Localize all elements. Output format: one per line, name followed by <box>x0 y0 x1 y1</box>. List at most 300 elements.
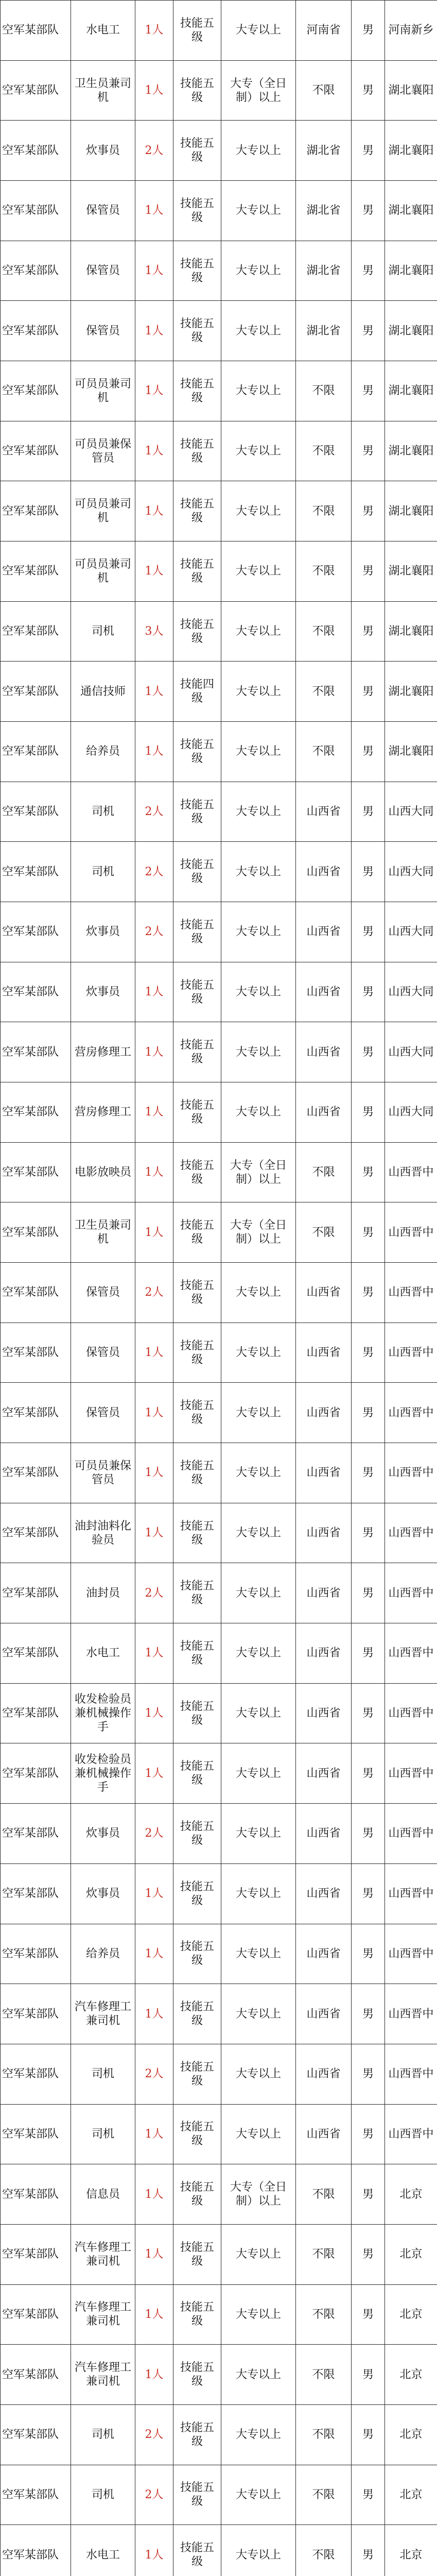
location-cell: 湖北襄阳 <box>385 241 437 301</box>
location-cell: 湖北襄阳 <box>385 181 437 241</box>
skill-level-cell: 技能五级 <box>173 241 221 301</box>
location-cell: 山西晋中 <box>385 1924 437 1984</box>
location-cell: 湖北襄阳 <box>385 121 437 181</box>
headcount-cell: 1人 <box>135 1202 173 1263</box>
skill-level-cell: 技能五级 <box>173 1082 221 1143</box>
position-cell: 炊事员 <box>71 1863 135 1924</box>
origin-cell: 山西省 <box>296 1323 352 1383</box>
table-row <box>1 2224 437 2284</box>
skill-level-cell: 技能五级 <box>173 1202 221 1263</box>
education-cell: 大专以上 <box>221 301 296 361</box>
position-cell: 司机 <box>71 782 135 842</box>
headcount-cell: 2人 <box>135 782 173 842</box>
position-cell: 可员员兼司机 <box>71 541 135 602</box>
headcount-cell: 3人 <box>135 601 173 662</box>
gender-cell: 男 <box>352 842 385 902</box>
table-row <box>1 902 437 962</box>
location-cell: 北京 <box>385 2164 437 2225</box>
gender-cell: 男 <box>352 1503 385 1563</box>
skill-level-cell: 技能五级 <box>173 2345 221 2405</box>
location-cell: 山西晋中 <box>385 1743 437 1804</box>
gender-cell: 男 <box>352 2345 385 2405</box>
unit-cell: 空军某部队 <box>1 2164 71 2225</box>
skill-level-cell: 技能五级 <box>173 481 221 541</box>
unit-cell: 空军某部队 <box>1 1924 71 1984</box>
gender-cell: 男 <box>352 121 385 181</box>
education-cell: 大专以上 <box>221 241 296 301</box>
origin-cell: 不限 <box>296 722 352 782</box>
table-row <box>1 361 437 421</box>
headcount-cell: 1人 <box>135 1082 173 1143</box>
education-cell: 大专以上 <box>221 2345 296 2405</box>
headcount-cell: 1人 <box>135 2525 173 2576</box>
unit-cell: 空军某部队 <box>1 1623 71 1684</box>
unit-cell: 空军某部队 <box>1 2284 71 2345</box>
origin-cell: 不限 <box>296 541 352 602</box>
table-row <box>1 1924 437 1984</box>
headcount-cell: 1人 <box>135 1623 173 1684</box>
education-cell: 大专（全日制）以上 <box>221 60 296 121</box>
origin-cell: 不限 <box>296 2525 352 2576</box>
location-cell: 湖北襄阳 <box>385 722 437 782</box>
skill-level-cell: 技能五级 <box>173 1323 221 1383</box>
headcount-cell: 1人 <box>135 662 173 722</box>
skill-level-cell: 技能五级 <box>173 421 221 481</box>
location-cell: 湖北襄阳 <box>385 301 437 361</box>
gender-cell: 男 <box>352 1863 385 1924</box>
skill-level-cell: 技能五级 <box>173 1623 221 1684</box>
gender-cell: 男 <box>352 1563 385 1623</box>
location-cell: 北京 <box>385 2224 437 2284</box>
skill-level-cell: 技能五级 <box>173 2164 221 2225</box>
location-cell: 北京 <box>385 2525 437 2576</box>
position-cell: 司机 <box>71 2465 135 2525</box>
skill-level-cell: 技能五级 <box>173 121 221 181</box>
gender-cell: 男 <box>352 1804 385 1864</box>
location-cell: 北京 <box>385 2345 437 2405</box>
unit-cell: 空军某部队 <box>1 241 71 301</box>
unit-cell: 空军某部队 <box>1 1142 71 1202</box>
education-cell: 大专以上 <box>221 2465 296 2525</box>
gender-cell: 男 <box>352 2404 385 2465</box>
headcount-cell: 1人 <box>135 361 173 421</box>
table-row <box>1 2525 437 2576</box>
headcount-cell: 1人 <box>135 1323 173 1383</box>
headcount-cell: 2人 <box>135 1563 173 1623</box>
skill-level-cell: 技能五级 <box>173 1 221 61</box>
headcount-cell: 1人 <box>135 1743 173 1804</box>
skill-level-cell: 技能五级 <box>173 1443 221 1503</box>
location-cell: 湖北襄阳 <box>385 60 437 121</box>
table-row <box>1 1142 437 1202</box>
location-cell: 山西晋中 <box>385 1202 437 1263</box>
position-cell: 可员员兼司机 <box>71 481 135 541</box>
gender-cell: 男 <box>352 1743 385 1804</box>
position-cell: 营房修理工 <box>71 1082 135 1143</box>
gender-cell: 男 <box>352 481 385 541</box>
location-cell: 山西晋中 <box>385 1383 437 1443</box>
table-row <box>1 1984 437 2044</box>
skill-level-cell: 技能五级 <box>173 782 221 842</box>
table-row <box>1 1503 437 1563</box>
headcount-cell: 1人 <box>135 722 173 782</box>
origin-cell: 不限 <box>296 2284 352 2345</box>
location-cell: 山西晋中 <box>385 1142 437 1202</box>
position-cell: 保管员 <box>71 1383 135 1443</box>
origin-cell: 不限 <box>296 2345 352 2405</box>
headcount-cell: 1人 <box>135 2224 173 2284</box>
education-cell: 大专以上 <box>221 662 296 722</box>
headcount-cell: 1人 <box>135 1142 173 1202</box>
position-cell: 炊事员 <box>71 121 135 181</box>
table-body <box>1 1 437 2576</box>
location-cell: 山西晋中 <box>385 1683 437 1743</box>
position-cell: 汽车修理工兼司机 <box>71 2345 135 2405</box>
location-cell: 山西晋中 <box>385 1984 437 2044</box>
education-cell: 大专（全日制）以上 <box>221 1142 296 1202</box>
origin-cell: 不限 <box>296 2224 352 2284</box>
position-cell: 电影放映员 <box>71 1142 135 1202</box>
table-row <box>1 1383 437 1443</box>
skill-level-cell: 技能五级 <box>173 2224 221 2284</box>
education-cell: 大专以上 <box>221 1984 296 2044</box>
table-row <box>1 1202 437 1263</box>
table-row <box>1 2465 437 2525</box>
unit-cell: 空军某部队 <box>1 662 71 722</box>
education-cell: 大专以上 <box>221 1683 296 1743</box>
education-cell: 大专以上 <box>221 902 296 962</box>
skill-level-cell: 技能五级 <box>173 1863 221 1924</box>
position-cell: 司机 <box>71 2104 135 2164</box>
table-row <box>1 1863 437 1924</box>
unit-cell: 空军某部队 <box>1 2345 71 2405</box>
origin-cell: 湖北省 <box>296 181 352 241</box>
headcount-cell: 1人 <box>135 1683 173 1743</box>
headcount-cell: 1人 <box>135 541 173 602</box>
origin-cell: 山西省 <box>296 962 352 1022</box>
unit-cell: 空军某部队 <box>1 121 71 181</box>
education-cell: 大专以上 <box>221 1263 296 1323</box>
education-cell: 大专以上 <box>221 601 296 662</box>
location-cell: 山西晋中 <box>385 2044 437 2104</box>
position-cell: 炊事员 <box>71 1804 135 1864</box>
table-row <box>1 1323 437 1383</box>
origin-cell: 山西省 <box>296 782 352 842</box>
skill-level-cell: 技能五级 <box>173 2284 221 2345</box>
position-cell: 司机 <box>71 2404 135 2465</box>
origin-cell: 山西省 <box>296 1924 352 1984</box>
education-cell: 大专以上 <box>221 2104 296 2164</box>
education-cell: 大专以上 <box>221 1563 296 1623</box>
origin-cell: 不限 <box>296 662 352 722</box>
location-cell: 山西晋中 <box>385 1804 437 1864</box>
table-row <box>1 1804 437 1864</box>
skill-level-cell: 技能五级 <box>173 1984 221 2044</box>
origin-cell: 山西省 <box>296 1263 352 1323</box>
unit-cell: 空军某部队 <box>1 1082 71 1143</box>
headcount-cell: 1人 <box>135 2164 173 2225</box>
headcount-cell: 1人 <box>135 181 173 241</box>
table-row <box>1 60 437 121</box>
origin-cell: 不限 <box>296 2164 352 2225</box>
education-cell: 大专（全日制）以上 <box>221 1202 296 1263</box>
education-cell: 大专以上 <box>221 782 296 842</box>
gender-cell: 男 <box>352 1142 385 1202</box>
origin-cell: 山西省 <box>296 1383 352 1443</box>
skill-level-cell: 技能五级 <box>173 1683 221 1743</box>
headcount-cell: 1人 <box>135 1022 173 1082</box>
table-row <box>1 722 437 782</box>
education-cell: 大专以上 <box>221 181 296 241</box>
headcount-cell: 2人 <box>135 2044 173 2104</box>
gender-cell: 男 <box>352 1984 385 2044</box>
origin-cell: 山西省 <box>296 1443 352 1503</box>
headcount-cell: 2人 <box>135 902 173 962</box>
location-cell: 山西大同 <box>385 1022 437 1082</box>
unit-cell: 空军某部队 <box>1 1022 71 1082</box>
headcount-cell: 1人 <box>135 301 173 361</box>
unit-cell: 空军某部队 <box>1 301 71 361</box>
headcount-cell: 1人 <box>135 60 173 121</box>
position-cell: 保管员 <box>71 1263 135 1323</box>
location-cell: 山西晋中 <box>385 1623 437 1684</box>
table-row <box>1 1443 437 1503</box>
position-cell: 卫生员兼司机 <box>71 60 135 121</box>
gender-cell: 男 <box>352 2044 385 2104</box>
gender-cell: 男 <box>352 301 385 361</box>
table-row <box>1 842 437 902</box>
location-cell: 河南新乡 <box>385 1 437 61</box>
gender-cell: 男 <box>352 2465 385 2525</box>
unit-cell: 空军某部队 <box>1 541 71 602</box>
origin-cell: 山西省 <box>296 1683 352 1743</box>
education-cell: 大专以上 <box>221 962 296 1022</box>
gender-cell: 男 <box>352 902 385 962</box>
position-cell: 炊事员 <box>71 962 135 1022</box>
headcount-cell: 1人 <box>135 1503 173 1563</box>
skill-level-cell: 技能五级 <box>173 902 221 962</box>
gender-cell: 男 <box>352 421 385 481</box>
origin-cell: 山西省 <box>296 1082 352 1143</box>
origin-cell: 山西省 <box>296 1623 352 1684</box>
education-cell: 大专以上 <box>221 541 296 602</box>
origin-cell: 山西省 <box>296 2044 352 2104</box>
skill-level-cell: 技能五级 <box>173 181 221 241</box>
origin-cell: 不限 <box>296 601 352 662</box>
location-cell: 湖北襄阳 <box>385 481 437 541</box>
skill-level-cell: 技能五级 <box>173 2044 221 2104</box>
unit-cell: 空军某部队 <box>1 902 71 962</box>
unit-cell: 空军某部队 <box>1 1443 71 1503</box>
unit-cell: 空军某部队 <box>1 1863 71 1924</box>
table-row <box>1 541 437 602</box>
skill-level-cell: 技能五级 <box>173 1503 221 1563</box>
gender-cell: 男 <box>352 361 385 421</box>
skill-level-cell: 技能五级 <box>173 2525 221 2576</box>
skill-level-cell: 技能五级 <box>173 1383 221 1443</box>
position-cell: 卫生员兼司机 <box>71 1202 135 1263</box>
headcount-cell: 1人 <box>135 2284 173 2345</box>
gender-cell: 男 <box>352 60 385 121</box>
unit-cell: 空军某部队 <box>1 601 71 662</box>
unit-cell: 空军某部队 <box>1 1683 71 1743</box>
skill-level-cell: 技能五级 <box>173 601 221 662</box>
origin-cell: 山西省 <box>296 1743 352 1804</box>
position-cell: 通信技师 <box>71 662 135 722</box>
table-row <box>1 241 437 301</box>
unit-cell: 空军某部队 <box>1 1383 71 1443</box>
unit-cell: 空军某部队 <box>1 2404 71 2465</box>
unit-cell: 空军某部队 <box>1 842 71 902</box>
position-cell: 保管员 <box>71 181 135 241</box>
headcount-cell: 1人 <box>135 241 173 301</box>
unit-cell: 空军某部队 <box>1 1563 71 1623</box>
education-cell: 大专以上 <box>221 481 296 541</box>
position-cell: 汽车修理工兼司机 <box>71 2224 135 2284</box>
origin-cell: 山西省 <box>296 1863 352 1924</box>
gender-cell: 男 <box>352 601 385 662</box>
gender-cell: 男 <box>352 1443 385 1503</box>
education-cell: 大专以上 <box>221 121 296 181</box>
gender-cell: 男 <box>352 1323 385 1383</box>
unit-cell: 空军某部队 <box>1 60 71 121</box>
table-row <box>1 181 437 241</box>
origin-cell: 湖北省 <box>296 301 352 361</box>
table-row <box>1 1743 437 1804</box>
education-cell: 大专以上 <box>221 1503 296 1563</box>
location-cell: 山西晋中 <box>385 1563 437 1623</box>
origin-cell: 湖北省 <box>296 121 352 181</box>
origin-cell: 山西省 <box>296 1984 352 2044</box>
location-cell: 山西晋中 <box>385 1443 437 1503</box>
origin-cell: 不限 <box>296 421 352 481</box>
table-row <box>1 1 437 61</box>
headcount-cell: 1人 <box>135 2104 173 2164</box>
table-row <box>1 2345 437 2405</box>
headcount-cell: 2人 <box>135 842 173 902</box>
unit-cell: 空军某部队 <box>1 722 71 782</box>
gender-cell: 男 <box>352 962 385 1022</box>
education-cell: 大专以上 <box>221 1804 296 1864</box>
unit-cell: 空军某部队 <box>1 1804 71 1864</box>
headcount-cell: 1人 <box>135 1863 173 1924</box>
skill-level-cell: 技能五级 <box>173 301 221 361</box>
location-cell: 湖北襄阳 <box>385 541 437 602</box>
location-cell: 湖北襄阳 <box>385 662 437 722</box>
education-cell: 大专以上 <box>221 1323 296 1383</box>
table-row <box>1 1563 437 1623</box>
education-cell: 大专以上 <box>221 1383 296 1443</box>
origin-cell: 不限 <box>296 60 352 121</box>
education-cell: 大专以上 <box>221 2224 296 2284</box>
unit-cell: 空军某部队 <box>1 1 71 61</box>
position-cell: 汽车修理工兼司机 <box>71 2284 135 2345</box>
table-row <box>1 1022 437 1082</box>
education-cell: 大专以上 <box>221 1623 296 1684</box>
origin-cell: 山西省 <box>296 842 352 902</box>
position-cell: 收发检验员兼机械操作手 <box>71 1683 135 1743</box>
skill-level-cell: 技能五级 <box>173 962 221 1022</box>
table-row <box>1 481 437 541</box>
education-cell: 大专以上 <box>221 842 296 902</box>
table-row <box>1 1623 437 1684</box>
origin-cell: 不限 <box>296 2465 352 2525</box>
education-cell: 大专以上 <box>221 1443 296 1503</box>
table-row <box>1 2104 437 2164</box>
table-row <box>1 2164 437 2225</box>
gender-cell: 男 <box>352 1924 385 1984</box>
origin-cell: 不限 <box>296 1142 352 1202</box>
table-row <box>1 121 437 181</box>
table-row <box>1 2404 437 2465</box>
position-cell: 保管员 <box>71 1323 135 1383</box>
position-cell: 水电工 <box>71 1 135 61</box>
unit-cell: 空军某部队 <box>1 2104 71 2164</box>
headcount-cell: 1人 <box>135 2345 173 2405</box>
location-cell: 湖北襄阳 <box>385 421 437 481</box>
education-cell: 大专以上 <box>221 1 296 61</box>
position-cell: 司机 <box>71 601 135 662</box>
position-cell: 营房修理工 <box>71 1022 135 1082</box>
gender-cell: 男 <box>352 1683 385 1743</box>
gender-cell: 男 <box>352 782 385 842</box>
position-cell: 可员员兼司机 <box>71 361 135 421</box>
location-cell: 湖北襄阳 <box>385 601 437 662</box>
position-cell: 信息员 <box>71 2164 135 2225</box>
skill-level-cell: 技能五级 <box>173 1263 221 1323</box>
skill-level-cell: 技能五级 <box>173 1743 221 1804</box>
skill-level-cell: 技能四级 <box>173 662 221 722</box>
unit-cell: 空军某部队 <box>1 2044 71 2104</box>
location-cell: 山西大同 <box>385 842 437 902</box>
origin-cell: 不限 <box>296 481 352 541</box>
unit-cell: 空军某部队 <box>1 181 71 241</box>
gender-cell: 男 <box>352 2525 385 2576</box>
unit-cell: 空军某部队 <box>1 1984 71 2044</box>
table-row <box>1 2284 437 2345</box>
position-cell: 可员员兼保管员 <box>71 421 135 481</box>
unit-cell: 空军某部队 <box>1 962 71 1022</box>
origin-cell: 山西省 <box>296 902 352 962</box>
position-cell: 给养员 <box>71 722 135 782</box>
location-cell: 山西晋中 <box>385 1323 437 1383</box>
position-cell: 可员员兼保管员 <box>71 1443 135 1503</box>
headcount-cell: 2人 <box>135 2404 173 2465</box>
table-row <box>1 962 437 1022</box>
origin-cell: 不限 <box>296 1202 352 1263</box>
table-row <box>1 301 437 361</box>
headcount-cell: 2人 <box>135 121 173 181</box>
headcount-cell: 1人 <box>135 1984 173 2044</box>
location-cell: 湖北襄阳 <box>385 361 437 421</box>
skill-level-cell: 技能五级 <box>173 1563 221 1623</box>
unit-cell: 空军某部队 <box>1 782 71 842</box>
gender-cell: 男 <box>352 1202 385 1263</box>
unit-cell: 空军某部队 <box>1 2224 71 2284</box>
education-cell: 大专以上 <box>221 722 296 782</box>
headcount-cell: 1人 <box>135 1924 173 1984</box>
skill-level-cell: 技能五级 <box>173 1804 221 1864</box>
unit-cell: 空军某部队 <box>1 1323 71 1383</box>
unit-cell: 空军某部队 <box>1 1743 71 1804</box>
gender-cell: 男 <box>352 722 385 782</box>
location-cell: 山西大同 <box>385 782 437 842</box>
position-cell: 油封员 <box>71 1563 135 1623</box>
unit-cell: 空军某部队 <box>1 1263 71 1323</box>
location-cell: 山西大同 <box>385 902 437 962</box>
skill-level-cell: 技能五级 <box>173 1022 221 1082</box>
headcount-cell: 1人 <box>135 1383 173 1443</box>
